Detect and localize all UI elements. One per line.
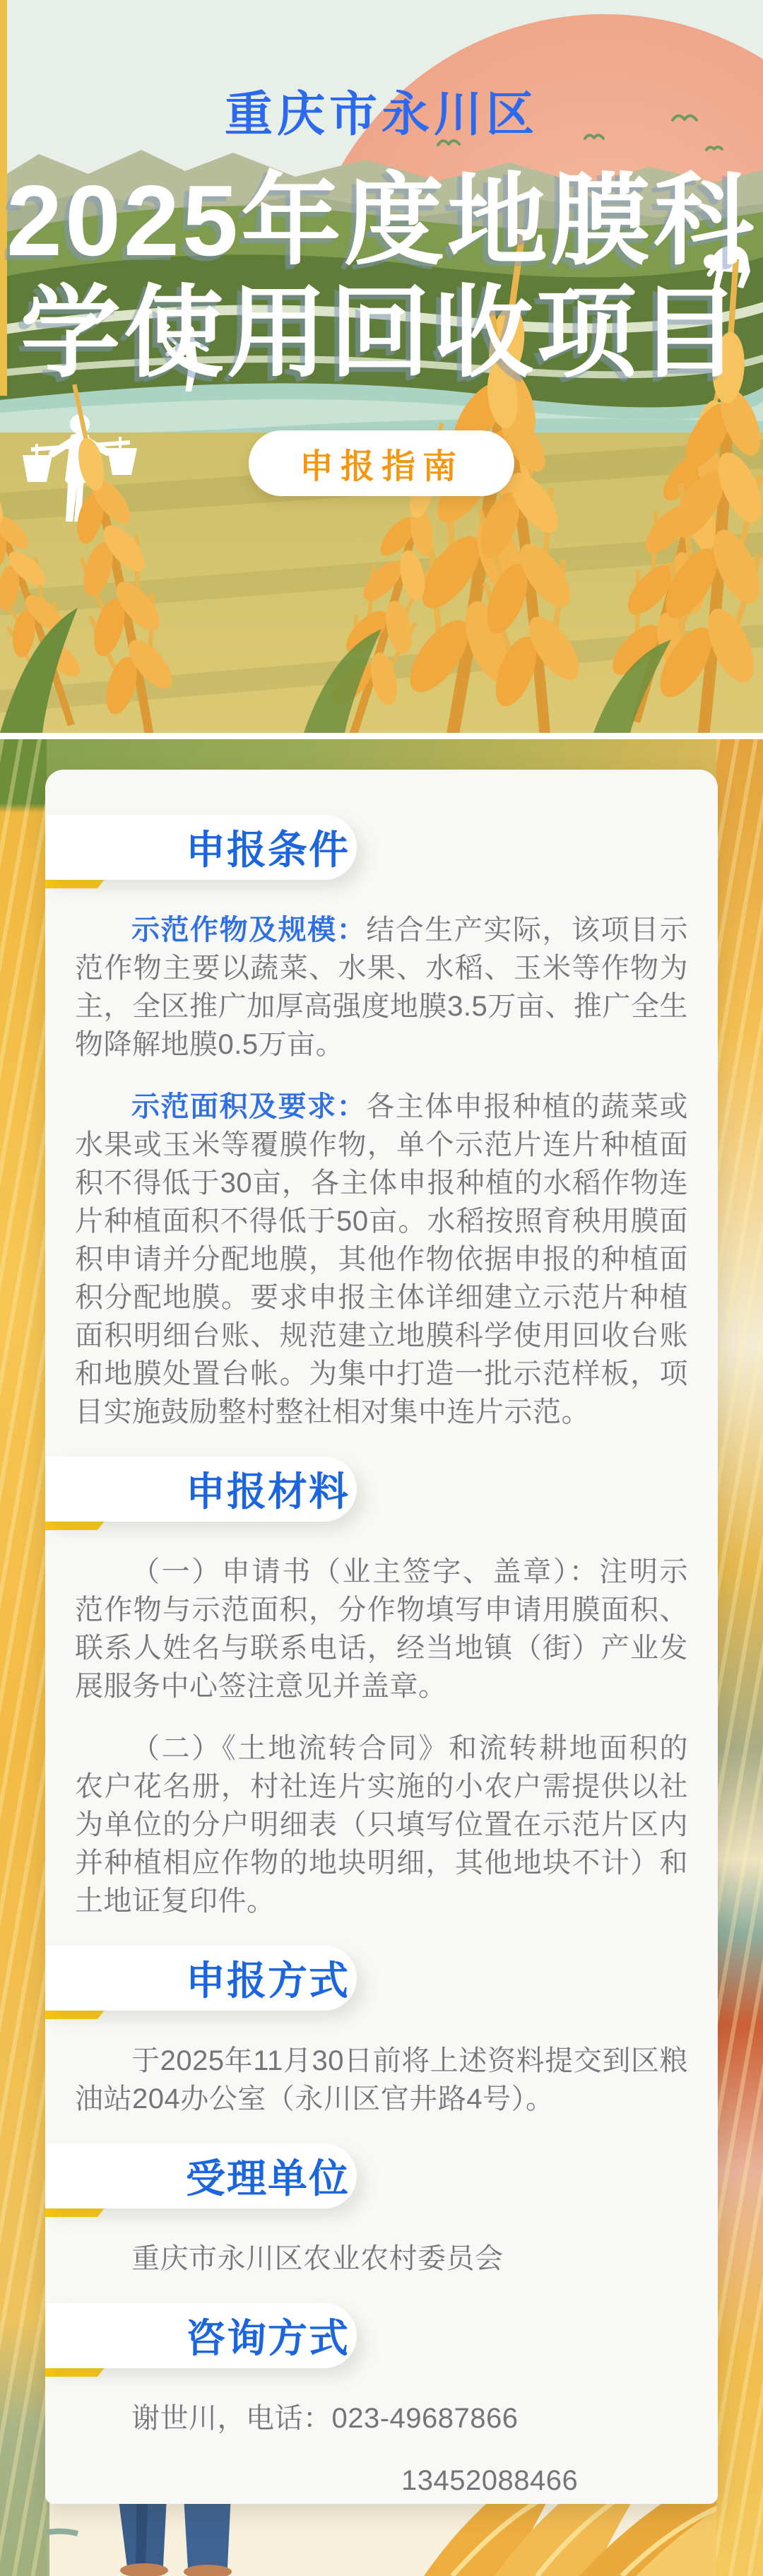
paragraph-lead: 示范作物及规模：	[131, 914, 367, 946]
paragraph-text: 各主体申报种植的蔬菜或水果或玉米等覆膜作物，单个示范片连片种植面积不得低于30亩，各主体申报种植的水稻作物连片种植面积不得低于50亩。水稻按照育秧用膜面积申请并分配地膜，其他作物依据申报的种植面积分配地膜。要求申报主体详细建立示范片种植面积明细台账、规范建立地膜科学使用回收台账和地膜处置台帐。为集中打造一批示范样板，项目实施鼓励整村整社相对集中连片示范。	[75, 1091, 689, 1428]
section-body	[75, 2240, 688, 2278]
hero-text-block	[0, 0, 763, 496]
paragraph-text: 重庆市永川区农业农村委员会	[131, 2243, 504, 2274]
section-heading	[45, 815, 357, 880]
paragraph	[75, 2240, 688, 2278]
paragraph-text: （二）《土地流转合同》和流转耕地面积的农户花名册，村社连片实施的小农户需提供以社为单位的分户明细表（只填写位置在示范片区内并种植相应作物的地块明细，其他地块不计）和土地证复印件。	[75, 1733, 688, 1917]
paragraph-text: 13452088466	[401, 2465, 579, 2496]
main-title-line1: 2025年度地膜科	[6, 165, 757, 277]
region-title: 重庆市永川区	[224, 88, 538, 141]
paragraph-text: （一）申请书（业主签字、盖章）：注明示范作物与示范面积，分作物填写申请用膜面积、联系人姓名与联系电话，经当地镇（街）产业发展服务中心签注意见并盖章。	[75, 1556, 688, 1702]
section-body	[75, 2042, 688, 2118]
section-contact	[75, 2303, 688, 2500]
paragraph-text: 谢世川，电话：023-49687866	[131, 2403, 519, 2434]
paragraph	[75, 1088, 688, 1431]
paragraph	[75, 2042, 688, 2118]
paragraph	[75, 911, 688, 1064]
section-how-to-apply	[75, 1946, 688, 2118]
content-card	[45, 770, 718, 2504]
hero-illustration	[0, 0, 763, 733]
section-heading	[45, 1946, 357, 2011]
section-body	[75, 911, 688, 1431]
paragraph-lead: 示范面积及要求：	[131, 1091, 367, 1122]
section-title: 咨询方式	[186, 2316, 350, 2360]
section-heading	[45, 2143, 357, 2209]
section-title: 受理单位	[186, 2156, 350, 2201]
section-accepting-unit	[75, 2143, 688, 2278]
paragraph-text: 结合生产实际，该项目示范作物主要以蔬菜、水果、水稻、玉米等作物为主，全区推广加厚高强度地膜3.5万亩、推广全生物降解地膜0.5万亩。	[75, 914, 689, 1060]
section-body	[75, 1553, 688, 1920]
left-wheat-strip	[0, 739, 47, 2576]
right-wheat-strip	[716, 739, 763, 2576]
section-materials	[75, 1457, 688, 1920]
contact-phone-2	[345, 2462, 688, 2500]
guide-badge: 申报指南	[249, 430, 514, 496]
section-heading	[45, 1457, 357, 1522]
paragraph	[75, 1729, 688, 1920]
section-heading	[45, 2303, 357, 2368]
section-conditions	[75, 815, 688, 1431]
paragraph	[75, 1553, 688, 1705]
contact-line	[75, 2399, 688, 2437]
section-title: 申报条件	[186, 828, 350, 872]
section-body	[75, 2399, 688, 2500]
paragraph-text: 于2025年11月30日前将上述资料提交到区粮油站204办公室（永川区官井路4号）。	[75, 2045, 688, 2115]
main-title-line2: 学使用回收项目	[20, 277, 743, 390]
section-title: 申报方式	[186, 1958, 350, 2003]
section-title: 申报材料	[186, 1469, 350, 1514]
main-title	[0, 165, 763, 389]
